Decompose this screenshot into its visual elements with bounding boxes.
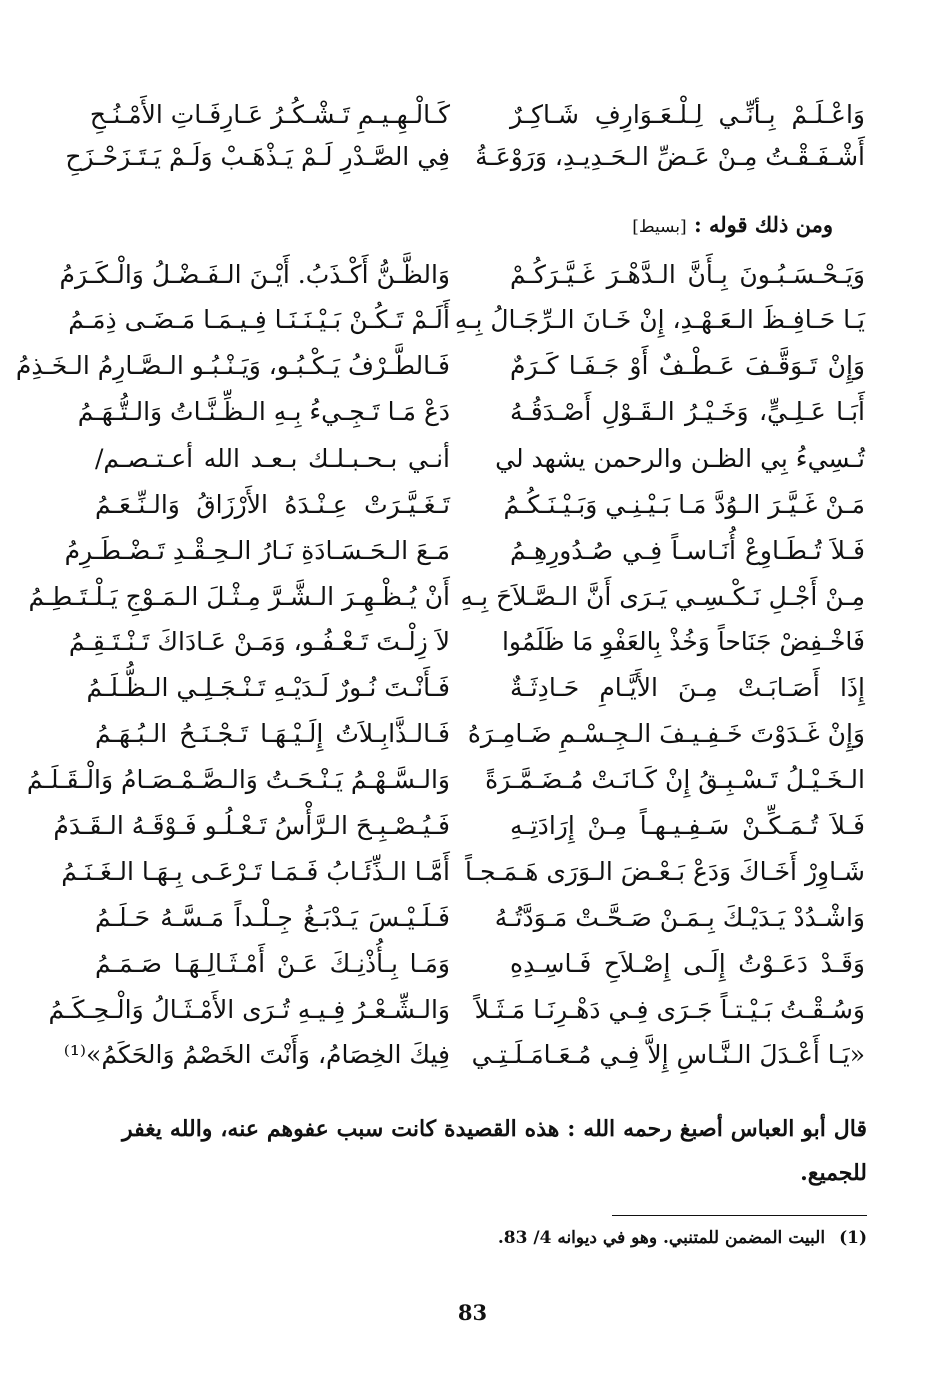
footnote-marker: (1) bbox=[839, 1228, 867, 1248]
verse-line bbox=[86, 673, 865, 702]
verse-second-hemistich: مَـعَ الـحَـسَـادَةِ نَـارُ الـحِـقْـدِ تَـضْـطَـرِمُ bbox=[64, 536, 450, 565]
verse-first-hemistich: الـخَـيْـلُ تَـسْـبِـقُ إِنْ كَـانَـتْ مُـضَـمَّـرَةً bbox=[485, 765, 865, 794]
verse-line bbox=[95, 719, 865, 748]
page-number: 83 bbox=[457, 1300, 488, 1325]
verse-first-hemistich: وَقَـدْ دَعَـوْتُ إِلَـى إِصْـلاَحِ فَـاسِـدِهِ bbox=[510, 949, 865, 978]
verse-second-hemistich: فَـأَنْـتَ نُـورٌ لَـدَيْـهِ تَـنْـجَـلِـي الـظُّـلَـمُ bbox=[86, 673, 450, 702]
verse-second-hemistich: وَمَـا بِـأُذْنِـكَ عَـنْ أَمْـثَـالِـهَـا صَـمَـمُ bbox=[95, 949, 450, 978]
verse-line bbox=[28, 582, 865, 611]
verse-first-hemistich: أَشْـفَـقْـتُ مِـنْ عَـضِّ الـحَـدِيـدِ، وَرَوْعَـةُ bbox=[475, 142, 865, 171]
verse-second-hemistich: لاَ زِلْـتَ تَـعْـفُـو، وَمَـنْ عَـادَاكَ تَـنْـتَـقِـمُ bbox=[68, 627, 450, 656]
verse-line bbox=[59, 260, 865, 289]
verse-line bbox=[48, 995, 865, 1024]
verse-line bbox=[89, 100, 865, 129]
verse-line bbox=[53, 811, 865, 840]
verse-line bbox=[64, 536, 865, 565]
verse-second-hemistich: فِي الصَّـدْرِ لَـمْ يَـذْهَـبْ وَلَـمْ يَـتَـزَحْـزَحِ bbox=[65, 142, 450, 171]
verse-first-hemistich: مَـنْ غَـيَّـرَ الـوُدَّ مَـا بَـيْـنِـي وَبَـيْـنَـكُـمُ bbox=[503, 490, 865, 519]
verse-second-hemistich: فَـيُـصْـبِـحَ الـرَّأْسُ تَـعْـلُـو فَـوْقَـهُ الـقَـدَمُ bbox=[53, 811, 450, 840]
verse-second-hemistich: فَـلَـيْـسَ يَـدْبَـغُ جِـلْـداً مَـسَّـهُ حَـلَـمُ bbox=[95, 903, 450, 932]
verse-line bbox=[63, 1040, 865, 1069]
verse-second-hemistich: أنـي بـحـبـلـك بـعـد الله أعـتـصـم/ bbox=[95, 444, 450, 473]
verse-line bbox=[95, 949, 865, 978]
verse-second-hemistich: أَلَـمْ تَـكُـنْ بَـيْـنَـنَـا فِـيـمَـا مَـضَـى ذِمَـمُ bbox=[68, 305, 450, 334]
verse-second-hemistich: أَنْ يُـظْـهِـرَ الـشَّـرَّ مِـثْـلَ الـمَـوْجِ يَـلْـتَـطِـمُ bbox=[28, 582, 450, 611]
verse-second-hemistich: وَالـشِّـعْـرُ فِـيـهِ تُـرَى الأَمْـثَـالُ وَالْـحِـكَـمُ bbox=[48, 995, 450, 1024]
verse-first-hemistich: فَـلاَ تُـمَـكِّـنْ سَـفِـيـهـاً مِـنْ إِرَادَتِـهِ bbox=[510, 811, 865, 840]
footnote-text: البيت المضمن للمتنبي. وهو في ديوانه 4/ 83. bbox=[497, 1228, 826, 1248]
verse-second-hemistich: فِيكَ الخِصَامُ، وَأَنْتَ الخَصْمُ وَالحَكَمُ»⁽¹⁾ bbox=[63, 1040, 450, 1069]
verse-line bbox=[15, 351, 865, 380]
poem-intro bbox=[632, 212, 833, 237]
verse-second-hemistich: تَـغَـيَّـرَتْ عِـنْـدَهُ الأَرْزَاقُ وَالـنِّـعَـمُ bbox=[95, 490, 450, 519]
verse-line bbox=[77, 397, 865, 426]
intro-text: ومن ذلك قوله : bbox=[693, 212, 833, 237]
closing-note: قال أبو العباس أصبغ رحمه الله : هذه القصيدة كانت سبب عفوهم عنه، والله يغفر للجميع. bbox=[122, 1116, 867, 1186]
verse-second-hemistich: فَـالـذَّابِـلاَتُ إِلَـيْـهَـا تَـجْـنَـحُ الـبُـهَـمُ bbox=[95, 719, 450, 748]
verse-first-hemistich: فَـلاَ تُـطَـاوِعْ أُنَـاسـاً فِـي صُـدُورِهِـمُ bbox=[510, 536, 865, 565]
verse-line bbox=[95, 444, 865, 473]
verse-first-hemistich: «يَـا أَعْـدَلَ الـنَّـاسِ إِلاَّ فِـي مُـعَـامَـلَـتِـي bbox=[471, 1040, 865, 1069]
verse-line bbox=[68, 627, 865, 656]
verse-first-hemistich: شَـاوِرْ أَخَـاكَ وَدَعْ بَـعْـضَ الـوَرَى هَـمَـجـاً bbox=[465, 857, 865, 886]
verse-first-hemistich: وَاشْـدُدْ يَـدَيْـكَ بِـمَـنْ صَـحَّـتْ مَـوَدَّتُـهُ bbox=[494, 903, 865, 932]
verse-line bbox=[26, 765, 865, 794]
verse-first-hemistich: وَاعْـلَـمْ بِـأنِّـي لِـلْـعَـوَارِفِ شَـاكِـرٌ bbox=[510, 100, 865, 129]
meter-label: [بسيط] bbox=[632, 217, 687, 237]
verse-first-hemistich: وَيَـحْـسَـبُـونَ بِـأَنَّ الـدَّهْـرَ غَـيَّـرَكُـمْ bbox=[510, 260, 865, 289]
verse-first-hemistich: أَبَـا عَـلِـيٍّ، وَخَـيْـرُ الـقَـوْلِ أَصْـدَقُـهُ bbox=[510, 397, 865, 426]
verse-line bbox=[95, 903, 865, 932]
verse-line bbox=[65, 142, 865, 171]
verse-second-hemistich: أَمَّـا الـذِّئَـابُ فَـمَـا تَـرْعَـى بِـهَـا الـغَـنَـمُ bbox=[61, 857, 450, 886]
verse-first-hemistich: مِـنْ أَجْـلِ نَـكْـسِـي يَـرَى أَنَّ الـصَّـلاَحَ بِـهِ bbox=[460, 582, 865, 611]
verse-second-hemistich: وَالـسَّـهْـمُ يَـنْـحَـتُ وَالـصَّـمْـصَـامُ وَالْـقَـلَـمُ bbox=[26, 765, 450, 794]
verse-first-hemistich: تُـسِيءُ بِي الظـن والرحمن يشهد لي bbox=[495, 444, 865, 473]
verse-line bbox=[95, 490, 865, 519]
verse-first-hemistich: وَسُـقْـتُ بَـيْـتـاً جَـرَى فِـي دَهْـرِنَـا مَـثَـلاً bbox=[474, 995, 865, 1024]
verse-line bbox=[61, 857, 865, 886]
verse-second-hemistich: كَـالْـهِـيـمِ تَـشْـكُـرُ عَـارِفَـاتِ الأَمْـنُـحِ bbox=[89, 100, 450, 129]
verse-first-hemistich: فَاخْـفِضْ جَنَاحاً وَخُذْ بِالعَفْوِ مَا ظَلَمُوا bbox=[501, 627, 865, 656]
footnote bbox=[484, 1228, 867, 1248]
verse-line bbox=[68, 305, 865, 334]
verse-first-hemistich: وَإِنْ تَـوَقَّـفَ عَـطْـفٌ أَوْ جَـفَـا كَـرَمٌ bbox=[510, 351, 865, 380]
verse-second-hemistich: فَـالطَّـرْفُ يَـكْـبُـو، وَيَـنْـبُـو الـصَّـارِمُ الـخَـذِمُ bbox=[15, 351, 450, 380]
verse-second-hemistich: وَالظَّـنُّ أَكْـذَبُ. أَيْـنَ الـفَـضْـلُ وَالْـكَـرَمُ bbox=[59, 260, 450, 289]
verse-second-hemistich: دَعْ مَـا تَـجِـيءُ بِـهِ الـظِّـنَّـاتُ وَالـتُّـهَـمُ bbox=[77, 397, 450, 426]
verse-first-hemistich: إِذَا أَصَـابَـتْ مِـنَ الأَيَّـامِ حَـادِثَـةٌ bbox=[510, 673, 865, 702]
verse-first-hemistich: وَإِنْ غَـدَوْتَ خَـفِـيـفَ الـجِـسْـمِ ضَـامِـرَهُ bbox=[467, 719, 865, 748]
footnote-divider bbox=[612, 1215, 867, 1216]
verse-first-hemistich: يَـا حَـافِـظَ الـعَـهْـدِ، إِنْ خَـانَ الـرِّجَـالُ بِـهِ bbox=[454, 305, 865, 334]
